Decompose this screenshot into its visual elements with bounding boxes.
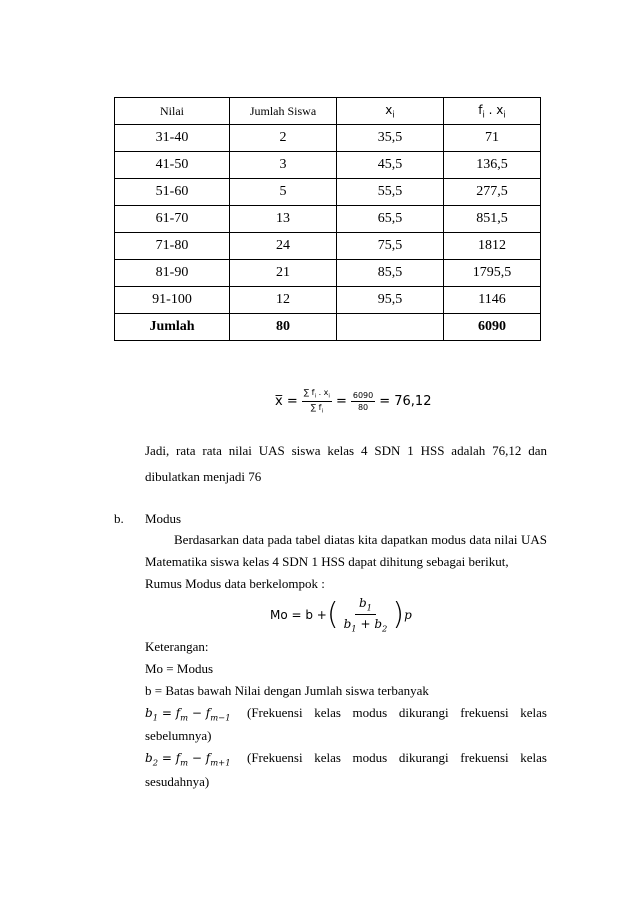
cell-xi: 45,5 [337, 152, 444, 179]
mode-frac-numerator: $b_1$ [355, 596, 376, 615]
mean-result: = 76,12 [379, 393, 432, 409]
b1-description: (Frekuensi kelas modus dikurangi frekuensi kelas [247, 705, 547, 720]
mean-num-value: 6090 [352, 390, 374, 400]
table-row [115, 260, 541, 287]
frequency-table [114, 97, 541, 341]
total-fixi: 6090 [444, 314, 541, 341]
cell-fixi: 136,5 [444, 152, 541, 179]
cell-nilai: 61-70 [115, 206, 230, 233]
header-nilai: Nilai [115, 98, 230, 125]
modus-paragraph-line-3: Rumus Modus data berkelompok : [145, 576, 325, 591]
cell-jumlah: 3 [230, 152, 337, 179]
cell-nilai: 31-40 [115, 125, 230, 152]
table-row [115, 233, 541, 260]
conclusion-line-2: dibulatkan menjadi 76 [145, 469, 262, 484]
mean-lhs: x̅ = [275, 393, 298, 409]
table-row [115, 152, 541, 179]
keterangan-title: Keterangan: [145, 639, 209, 654]
total-xi [337, 314, 444, 341]
b1-formula: $b_1 = f_m - f_{m-1}$ [145, 706, 231, 723]
total-label: Jumlah [115, 314, 230, 341]
b2-description: (Frekuensi kelas modus dikurangi frekuensi kelas [247, 750, 547, 765]
cell-fixi: 851,5 [444, 206, 541, 233]
keterangan-b1 [145, 705, 547, 725]
mean-equals: = [335, 393, 347, 409]
right-paren: ) [392, 596, 405, 632]
cell-nilai: 51-60 [115, 179, 230, 206]
cell-fixi: 71 [444, 125, 541, 152]
table-total-row [115, 314, 541, 341]
section-b-title: Modus [145, 511, 182, 526]
cell-fixi: 1812 [444, 233, 541, 260]
keterangan-b: b = Batas bawah Nilai dengan Jumlah siswa terbanyak [145, 683, 429, 698]
b2-description-cont: sesudahnya) [145, 774, 210, 789]
cell-xi: 55,5 [337, 179, 444, 206]
cell-fixi: 1146 [444, 287, 541, 314]
cell-jumlah: 13 [230, 206, 337, 233]
cell-fixi: 277,5 [444, 179, 541, 206]
cell-nilai: 91-100 [115, 287, 230, 314]
mode-lhs: Mo = b + [270, 607, 327, 622]
left-paren: ( [326, 596, 339, 632]
keterangan-b2 [145, 750, 547, 770]
table-row [115, 125, 541, 152]
table-row [115, 287, 541, 314]
mean-frac-numerator: ∑ $f_i$ . $x_i$ [303, 388, 330, 400]
mode-fraction [340, 596, 392, 634]
conclusion-line-1: Jadi, rata rata nilai UAS siswa kelas 4 SDN 1 HSS adalah 76,12 dan [145, 443, 547, 458]
cell-jumlah: 2 [230, 125, 337, 152]
header-xi: $x_i$ [337, 98, 444, 125]
cell-nilai: 81-90 [115, 260, 230, 287]
keterangan-mo: Mo = Modus [145, 661, 214, 676]
cell-xi: 85,5 [337, 260, 444, 287]
mean-frac-denominator: ∑ $f_i$ [310, 402, 323, 415]
mode-frac-denominator: $b_1 + b_2$ [343, 617, 388, 634]
cell-fixi: 1795,5 [444, 260, 541, 287]
mean-fraction-numeric [351, 391, 375, 412]
modus-paragraph-line-1: Berdasarkan data pada tabel diatas kita dapatkan modus data nilai UAS [174, 532, 547, 547]
modus-paragraph-line-2: Matematika siswa kelas 4 SDN 1 HSS dapat dihitung sebagai berikut, [145, 554, 509, 569]
cell-nilai: 41-50 [115, 152, 230, 179]
cell-xi: 75,5 [337, 233, 444, 260]
table-row [115, 206, 541, 233]
cell-jumlah: 12 [230, 287, 337, 314]
cell-jumlah: 24 [230, 233, 337, 260]
mean-den-value: 80 [357, 402, 369, 412]
mode-p: p [404, 607, 412, 622]
table-row [115, 179, 541, 206]
total-jumlah: 80 [230, 314, 337, 341]
cell-xi: 95,5 [337, 287, 444, 314]
cell-jumlah: 5 [230, 179, 337, 206]
mean-formula [275, 388, 431, 414]
header-jumlah-siswa: Jumlah Siswa [230, 98, 337, 125]
section-b-label: b. [114, 511, 124, 526]
mean-fraction-symbolic [302, 388, 332, 414]
b1-description-cont: sebelumnya) [145, 728, 212, 743]
cell-xi: 35,5 [337, 125, 444, 152]
cell-jumlah: 21 [230, 260, 337, 287]
table-header-row [115, 98, 541, 125]
header-fi-xi: $f_i$ . $x_i$ [444, 98, 541, 125]
b2-formula: $b_2 = f_m - f_{m+1}$ [145, 751, 231, 768]
cell-xi: 65,5 [337, 206, 444, 233]
cell-nilai: 71-80 [115, 233, 230, 260]
mode-formula [270, 596, 412, 634]
